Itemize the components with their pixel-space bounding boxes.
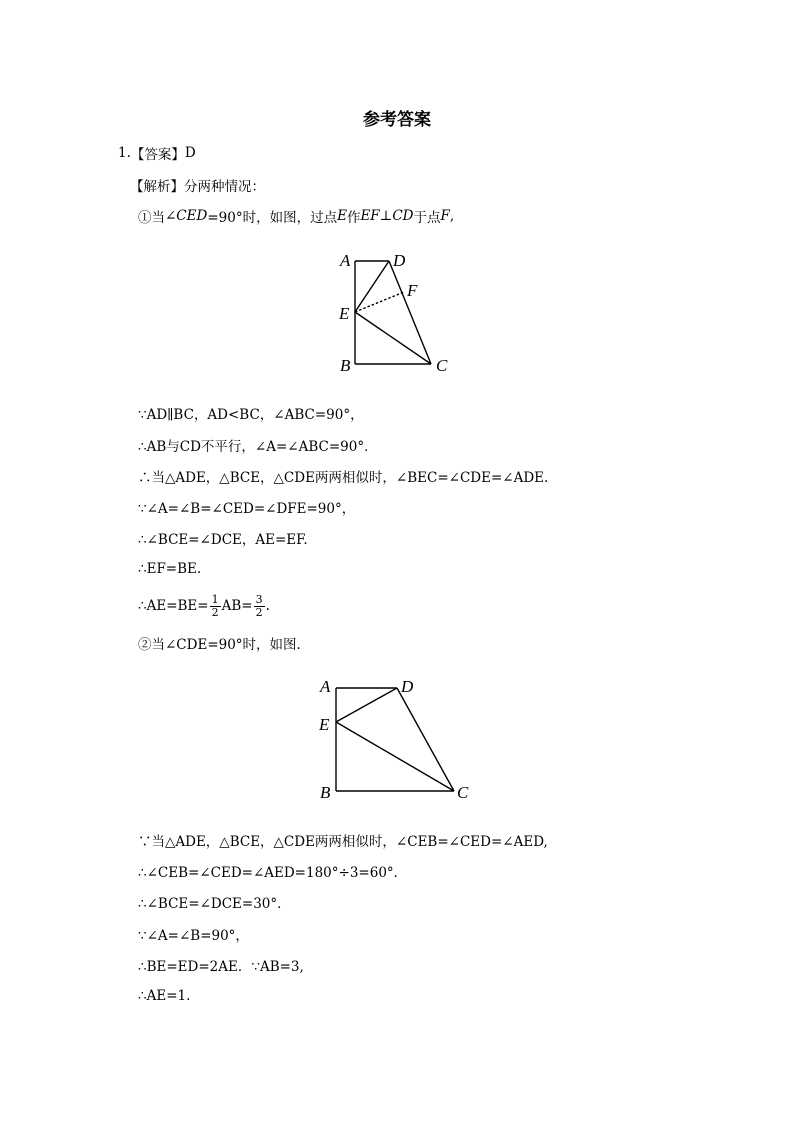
case1-line-6: ∴EF=BE. [138, 561, 202, 577]
fig2-label-e: E [319, 715, 330, 734]
case2-line-3: ∴∠BCE=∠DCE=30°． [138, 896, 291, 912]
fig2-label-b: B [320, 783, 331, 802]
case2-line-5: ∴BE=ED=2AE．∵AB=3, [138, 959, 304, 975]
fig1-label-b: B [340, 356, 351, 375]
case2-line-1: ∵当△ADE，△BCE，△CDE两两相似时，∠CEB=∠CED=∠AED, [138, 834, 548, 850]
fraction-one-half: $\frac{1}{2}$ [211, 592, 219, 619]
case1-text-d: , [449, 208, 455, 224]
figure-1 [330, 245, 460, 380]
fig2-segment-ec [336, 722, 454, 791]
fig1-label-c: C [436, 356, 448, 375]
fig2-segment-de [336, 688, 397, 722]
fig2-label-c: C [457, 783, 469, 802]
fig2-label-a: A [320, 677, 331, 696]
figure-2 [312, 670, 482, 810]
answer-value: D [184, 145, 196, 161]
case1-final-middle: AB= [221, 598, 253, 614]
case1-text-c: 于点 [413, 210, 441, 226]
fig2-segment-dc [397, 688, 454, 791]
fraction-three-halves: $\frac{3}{2}$ [255, 592, 263, 619]
analysis-intro: 分两种情况： [184, 179, 265, 195]
case1-line-1: ∵AD∥BC，AD<BC，∠ABC=90°， [138, 407, 364, 423]
case1-angle: ∠CED [165, 208, 208, 224]
case1-intro [138, 206, 454, 226]
case1-text-a: =90°时，如图，过点 [207, 210, 338, 226]
case2-line-2: ∴∠CEB=∠CED=∠AED=180°÷3=60°． [138, 865, 408, 881]
case1-marker: ①当 [138, 210, 165, 226]
case1-line-2: ∴AB与CD不平行，∠A=∠ABC=90°． [138, 439, 378, 455]
page-title: 参考答案 [363, 110, 431, 130]
case1-final-suffix: . [265, 598, 270, 614]
case1-final [138, 591, 270, 621]
case2-line-6: ∴AE=1. [138, 988, 191, 1004]
fig1-label-e: E [339, 304, 350, 323]
fig1-label-d: D [393, 251, 406, 270]
case2-line-4: ∵∠A=∠B=90°， [138, 928, 249, 944]
case2-intro: ②当∠CDE=90°时，如图. [138, 637, 301, 653]
fig1-segment-ec [355, 312, 431, 364]
case1-perp: EF⊥CD [360, 208, 414, 224]
fig1-label-a: A [340, 251, 351, 270]
case1-text-b: 作 [346, 210, 361, 226]
fig1-label-f: F [407, 281, 418, 300]
case1-final-prefix: ∴AE=BE= [138, 598, 209, 614]
answer-line [118, 143, 196, 163]
answer-label: 【答案】 [130, 147, 185, 163]
case1-line-4: ∵∠A=∠B=∠CED=∠DFE=90°， [138, 501, 356, 517]
analysis-line [130, 175, 265, 195]
fig1-segment-dc [389, 261, 431, 364]
case1-line-5: ∴∠BCE=∠DCE，AE=EF. [138, 532, 308, 548]
analysis-label: 【解析】 [130, 179, 184, 195]
fig2-label-d: D [401, 677, 414, 696]
case1-point-f: F [440, 208, 450, 224]
case1-point-e: E [337, 208, 347, 224]
question-number: 1. [118, 145, 131, 161]
case1-line-3: ∴当△ADE，△BCE，△CDE两两相似时，∠BEC=∠CDE=∠ADE. [138, 470, 549, 486]
